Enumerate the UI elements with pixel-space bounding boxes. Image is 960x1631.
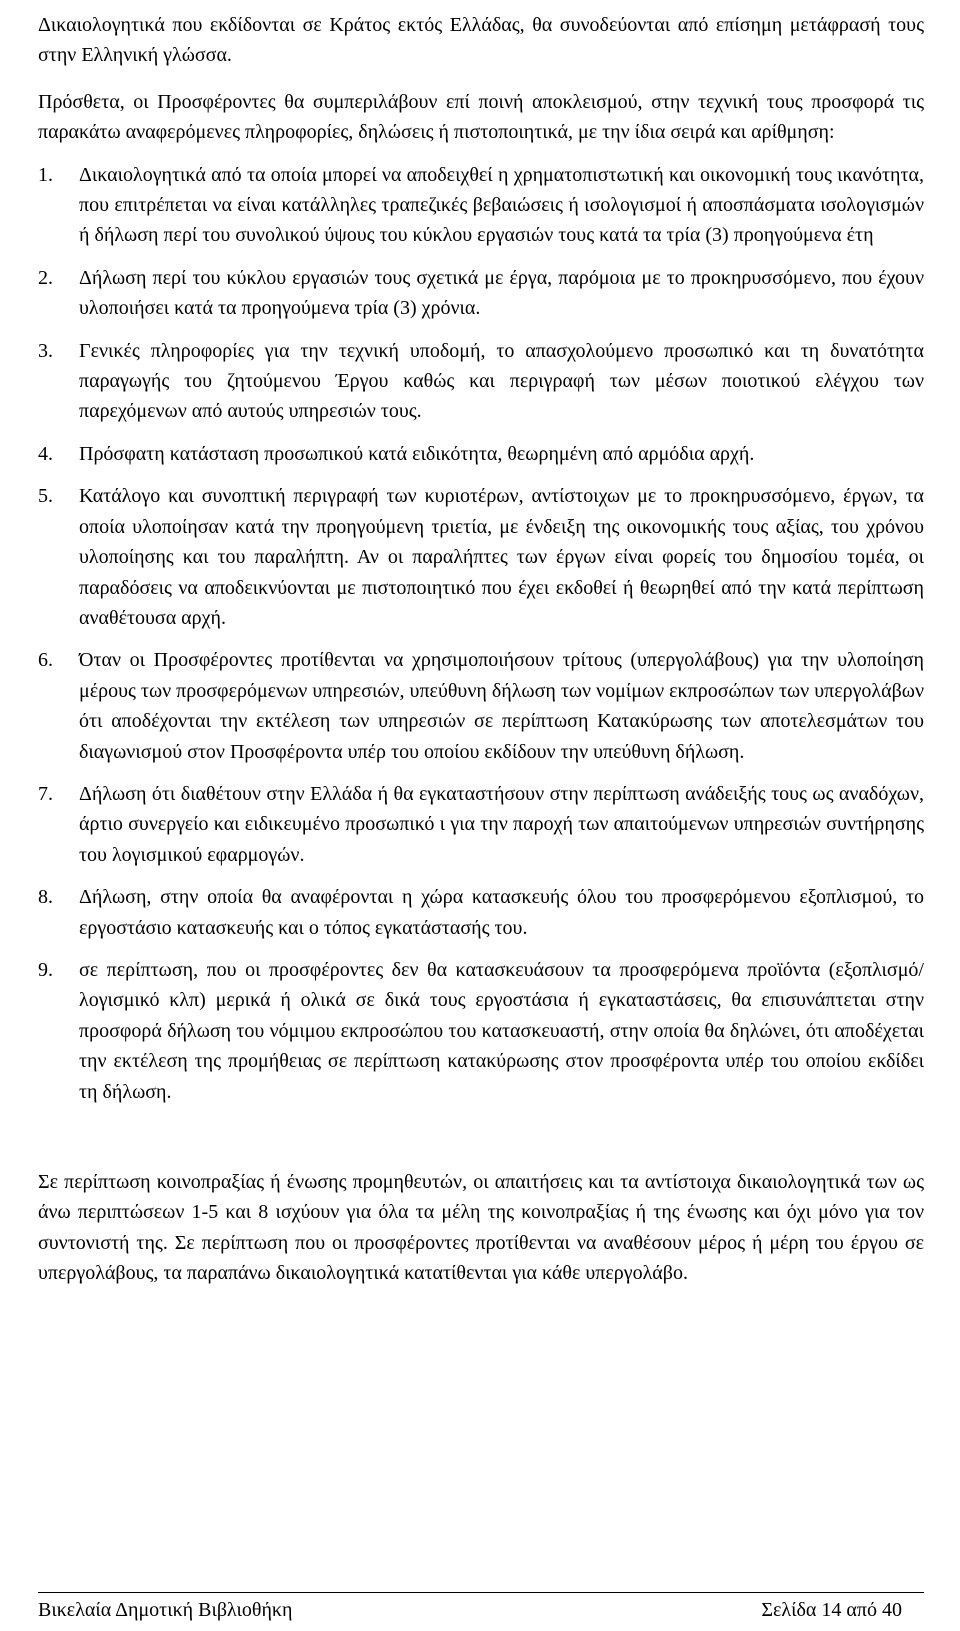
list-item-text: Γενικές πληροφορίες για την τεχνική υποδομή, το απασχολούμενο προσωπικό και τη δυνατότητα παραγωγής του ζητούμενου Έργου καθώς και περιγραφή των μέσων ποιοτικού ελέγχου των παρεχόμενων από αυτούς υπηρεσιών τους. bbox=[79, 339, 924, 423]
list-item-number: 5. bbox=[38, 485, 53, 508]
footer-library-name: Βικελαία Δημοτική Βιβλιοθήκη bbox=[38, 1599, 293, 1621]
page-footer bbox=[38, 1592, 924, 1623]
list-item-text: Δήλωση, στην οποία θα αναφέρονται η χώρα κατασκευής όλου του προσφερόμενου εξοπλισμού, το εργοστάσιο κατασκευής και ο τόπος εγκατάστασής του. bbox=[79, 886, 924, 939]
list-item-text: Δικαιολογητικά από τα οποία μπορεί να αποδειχθεί η χρηματοπιστωτική και οικονομική τους ικανότητα, που επιτρέπεται να είναι κατάλληλες τραπεζικές βεβαιώσεις ή ισολογισμοί ή αποσπάσματα ισολογισμών ή δήλωση περί του συνολικού ύψους του κύκλου εργασιών τους κατά τα τρία (3) προηγούμενα έτη bbox=[79, 163, 924, 247]
list-item-text: Δήλωση περί του κύκλου εργασιών τους σχετικά με έργα, παρόμοια με το προκηρυσσόμενο, που έχουν υλοποιήσει κατά τα προηγούμενα τρία (3) χρόνια. bbox=[79, 266, 924, 320]
list-item-text: Πρόσφατη κατάσταση προσωπικού κατά ειδικότητα, θεωρημένη από αρμόδια αρχή. bbox=[79, 442, 755, 465]
list-item bbox=[38, 439, 924, 469]
list-item-number: 6. bbox=[38, 649, 53, 672]
list-item-number: 4. bbox=[38, 442, 53, 465]
requirements-intro-paragraph: Πρόσθετα, οι Προσφέροντες θα συμπεριλάβουν επί ποινή αποκλεισμού, στην τεχνική τους προσφορά τις παρακάτω αναφερόμενες πληροφορίες, δηλώσεις ή πιστοποιητικά, με την ίδια σειρά και αρίθμηση: bbox=[38, 90, 924, 144]
list-item bbox=[38, 336, 924, 427]
footer-page-number: Σελίδα 14 από 40 bbox=[761, 1599, 902, 1621]
list-item bbox=[38, 882, 924, 943]
list-item-text: σε περίπτωση, που οι προσφέροντες δεν θα κατασκευάσουν τα προσφερόμενα προϊόντα (εξοπλισμό/ λογισμικό κλπ) μερικά ή ολικά σε δικά τους εργοστάσια ή εγκαταστάσεις, θα επισυνάπτεται στην προσφορά δήλωση του νόμιμου εκπροσώπου του κατασκευαστή, στην οποία θα δηλώνει, ότι αποδέχεται την εκτέλεση της προμήθειας σε περίπτωση κατακύρωσης στον προσφέροντα υπέρ του οποίου εκδίδει τη δήλωση. bbox=[79, 958, 924, 1103]
list-item-text: Δήλωση ότι διαθέτουν στην Ελλάδα ή θα εγκαταστήσουν στην περίπτωση ανάδειξής τους ως αναδόχων, άρτιο συνεργείο και ειδικευμένο προσωπικό ι για την παροχή των απαιτούμενων υπηρεσιών συντήρησης του λογισμικού εφαρμογών. bbox=[79, 782, 924, 866]
list-item-number: 9. bbox=[38, 958, 53, 981]
list-item-number: 1. bbox=[38, 163, 53, 186]
list-item bbox=[38, 263, 924, 324]
document-body bbox=[38, 10, 924, 1289]
list-item bbox=[38, 160, 924, 251]
list-item bbox=[38, 955, 924, 1107]
intro-paragraph: Δικαιολογητικά που εκδίδονται σε Κράτος εκτός Ελλάδας, θα συνοδεύονται από επίσημη μετάφρασή τους στην Ελληνική γλώσσα. bbox=[38, 14, 924, 67]
requirements-list bbox=[38, 160, 924, 1107]
list-item-number: 3. bbox=[38, 339, 53, 362]
list-item-number: 2. bbox=[38, 266, 53, 289]
list-item bbox=[38, 481, 924, 633]
list-item-text: Όταν οι Προσφέροντες προτίθενται να χρησιμοποιήσουν τρίτους (υπεργολάβους) για την υλοποίηση μέρους των προσφερόμενων υπηρεσιών, υπεύθυνη δήλωση των νομίμων εκπροσώπων των υπεργολάβων ότι αποδέχονται την εκτέλεση των υπηρεσιών σε περίπτωση Κατακύρωσης των αποτελεσμάτων του διαγωνισμού στον Προσφέροντα υπέρ του οποίου εκδίδουν την υπεύθυνη δήλωση. bbox=[79, 649, 924, 763]
list-item bbox=[38, 779, 924, 870]
consortium-paragraph: Σε περίπτωση κοινοπραξίας ή ένωσης προμηθευτών, οι απαιτήσεις και τα αντίστοιχα δικαιολογητικά των ως άνω περιπτώσεων 1-5 και 8 ισχύουν για όλα τα μέλη της κοινοπραξίας ή της ένωσης και όχι μόνο για τον συντονιστή της. Σε περίπτωση που οι προσφέροντες προτίθενται να αναθέσουν μέρος ή μέρη του έργου σε υπεργολάβους, τα παραπάνω δικαιολογητικά κατατίθενται για κάθε υπεργολάβο. bbox=[38, 1171, 924, 1285]
list-item-number: 7. bbox=[38, 782, 53, 805]
list-item-number: 8. bbox=[38, 886, 53, 909]
list-item-text: Κατάλογο και συνοπτική περιγραφή των κυριοτέρων, αντίστοιχων με το προκηρυσσόμενο, έργων, τα οποία υλοποίησαν κατά την προηγούμενη τριετία, με ένδειξη της οικονομικής τους αξίας, του χρόνου υλοποίησης και του παραλήπτη. Αν οι παραλήπτες των έργων είναι φορείς του δημοσίου τομέα, οι παραδόσεις να αποδεικνύονται με πιστοποιητικό που έχει εκδοθεί ή θεωρηθεί από την κατά περίπτωση αναθέτουσα αρχή. bbox=[79, 485, 924, 629]
list-item bbox=[38, 645, 924, 767]
